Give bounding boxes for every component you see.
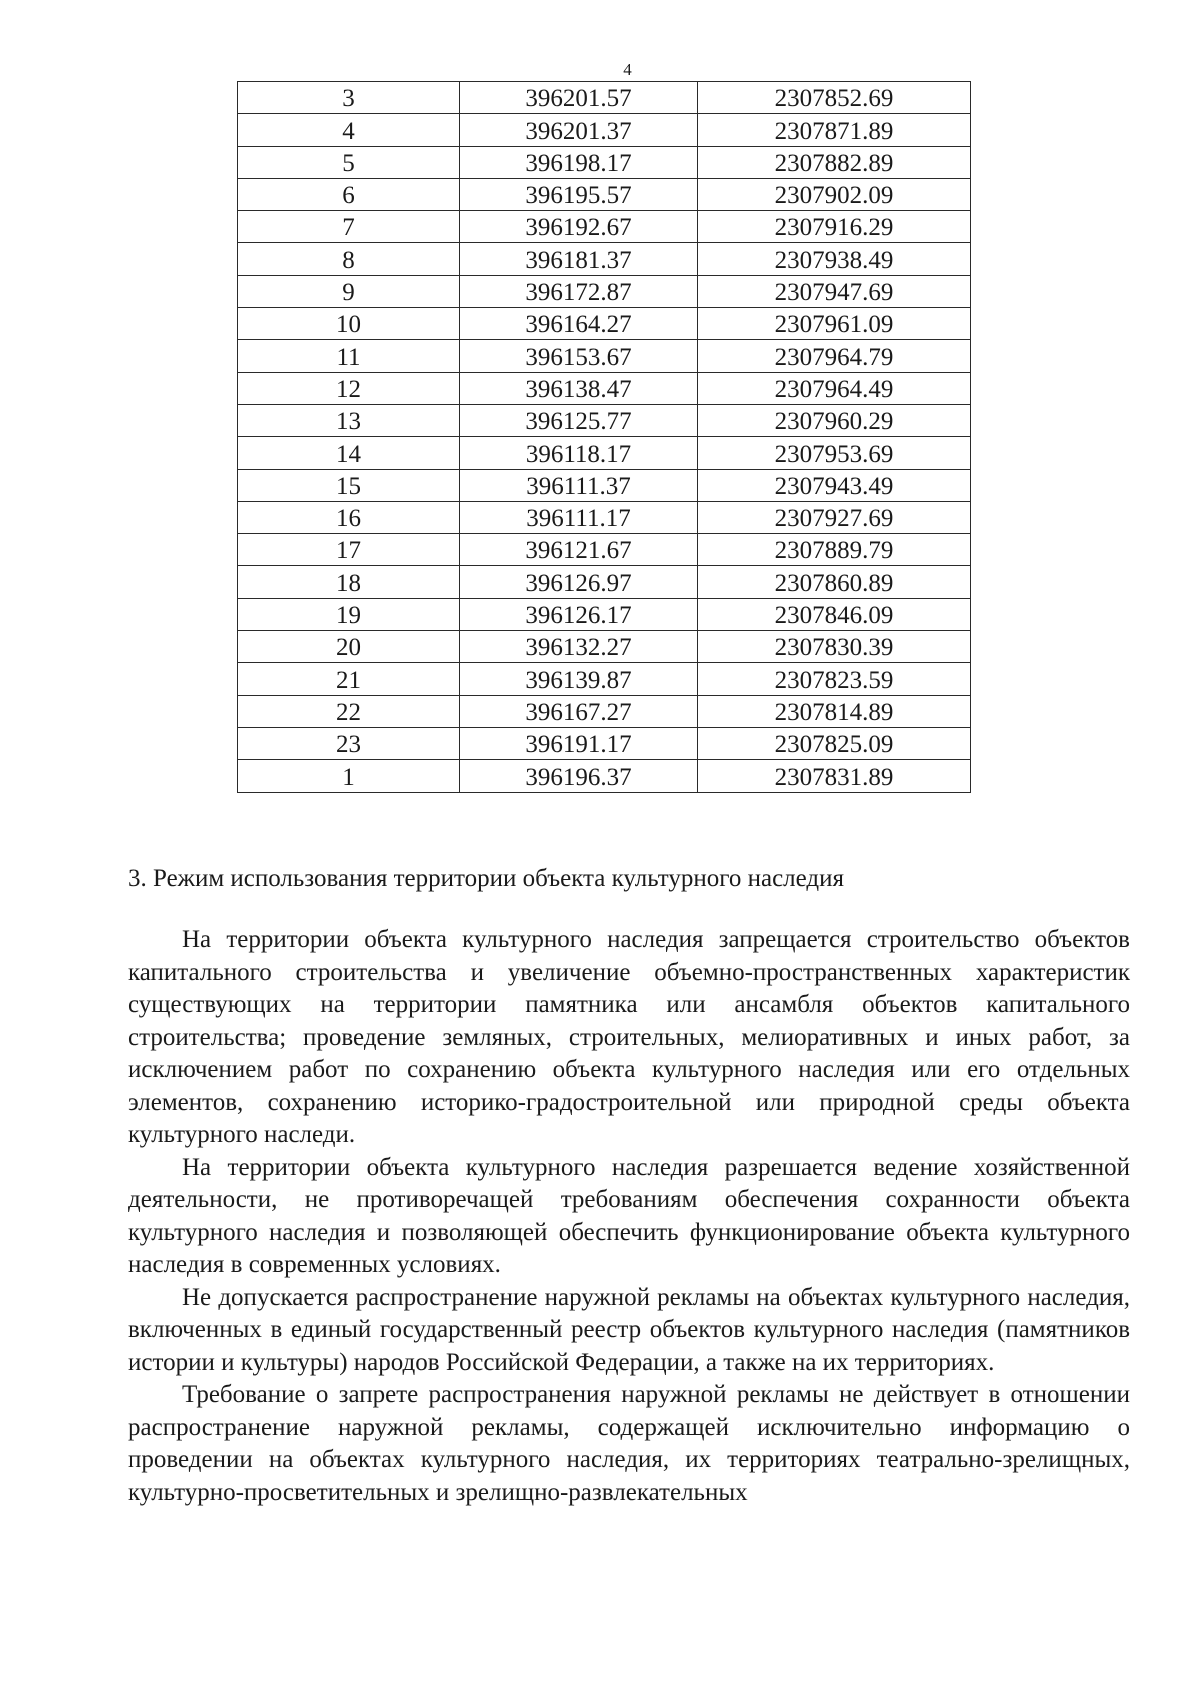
- x-coordinate-cell: 396172.87: [460, 275, 698, 307]
- y-coordinate-cell: 2307814.89: [698, 695, 971, 727]
- x-coordinate-cell: 396192.67: [460, 211, 698, 243]
- x-coordinate-cell: 396126.97: [460, 566, 698, 598]
- y-coordinate-cell: 2307882.89: [698, 146, 971, 178]
- table-row: [238, 82, 971, 114]
- point-number-cell: 11: [238, 340, 460, 372]
- y-coordinate-cell: 2307964.49: [698, 372, 971, 404]
- table-row: [238, 727, 971, 759]
- y-coordinate-cell: 2307964.79: [698, 340, 971, 372]
- x-coordinate-cell: 396201.37: [460, 114, 698, 146]
- y-coordinate-cell: 2307943.49: [698, 469, 971, 501]
- x-coordinate-cell: 396139.87: [460, 663, 698, 695]
- point-number-cell: 10: [238, 308, 460, 340]
- coordinates-table-body: [238, 82, 971, 793]
- section-body: [128, 924, 1130, 1509]
- y-coordinate-cell: 2307831.89: [698, 760, 971, 792]
- table-row: [238, 114, 971, 146]
- point-number-cell: 21: [238, 663, 460, 695]
- table-row: [238, 501, 971, 533]
- y-coordinate-cell: 2307927.69: [698, 501, 971, 533]
- table-row: [238, 146, 971, 178]
- point-number-cell: 22: [238, 695, 460, 727]
- table-row: [238, 372, 971, 404]
- section-heading: 3. Режим использования территории объекта культурного наследия: [128, 865, 845, 892]
- table-row: [238, 308, 971, 340]
- x-coordinate-cell: 396195.57: [460, 178, 698, 210]
- x-coordinate-cell: 396125.77: [460, 404, 698, 436]
- x-coordinate-cell: 396153.67: [460, 340, 698, 372]
- point-number-cell: 4: [238, 114, 460, 146]
- x-coordinate-cell: 396132.27: [460, 631, 698, 663]
- point-number-cell: 9: [238, 275, 460, 307]
- y-coordinate-cell: 2307953.69: [698, 437, 971, 469]
- table-row: [238, 534, 971, 566]
- point-number-cell: 6: [238, 178, 460, 210]
- x-coordinate-cell: 396111.17: [460, 501, 698, 533]
- y-coordinate-cell: 2307852.69: [698, 82, 971, 114]
- y-coordinate-cell: 2307889.79: [698, 534, 971, 566]
- table-row: [238, 695, 971, 727]
- paragraph: Требование о запрете распространения наружной рекламы не действует в отношении распространение наружной рекламы, содержащей исключительно информацию о проведении на объектах культурного наследия, их территориях театрально-зрелищных, культурно-просветительных и зрелищно-развлекательных: [128, 1381, 1130, 1506]
- point-number-cell: 12: [238, 372, 460, 404]
- point-number-cell: 15: [238, 469, 460, 501]
- coordinates-table: [237, 81, 971, 793]
- y-coordinate-cell: 2307960.29: [698, 404, 971, 436]
- table-row: [238, 275, 971, 307]
- point-number-cell: 5: [238, 146, 460, 178]
- point-number-cell: 1: [238, 760, 460, 792]
- x-coordinate-cell: 396167.27: [460, 695, 698, 727]
- x-coordinate-cell: 396201.57: [460, 82, 698, 114]
- y-coordinate-cell: 2307860.89: [698, 566, 971, 598]
- x-coordinate-cell: 396121.67: [460, 534, 698, 566]
- table-row: [238, 340, 971, 372]
- point-number-cell: 7: [238, 211, 460, 243]
- y-coordinate-cell: 2307902.09: [698, 178, 971, 210]
- point-number-cell: 18: [238, 566, 460, 598]
- table-row: [238, 469, 971, 501]
- y-coordinate-cell: 2307825.09: [698, 727, 971, 759]
- point-number-cell: 20: [238, 631, 460, 663]
- point-number-cell: 23: [238, 727, 460, 759]
- x-coordinate-cell: 396126.17: [460, 598, 698, 630]
- page-number: 4: [623, 60, 632, 79]
- paragraph: Не допускается распространение наружной рекламы на объектах культурного наследия, включенных в единый государственный реестр объектов культурного наследия (памятников истории и культуры) народов Российской Федерации, а также на их территориях.: [128, 1283, 1130, 1376]
- table-row: [238, 404, 971, 436]
- point-number-cell: 3: [238, 82, 460, 114]
- point-number-cell: 8: [238, 243, 460, 275]
- x-coordinate-cell: 396138.47: [460, 372, 698, 404]
- table-row: [238, 178, 971, 210]
- table-row: [238, 566, 971, 598]
- paragraph: На территории объекта культурного наследия запрещается строительство объектов капитального строительства и увеличение объемно-пространственных характеристик существующих на территории памятника или ансамбля объектов капитального строительства; проведение земляных, строительных, мелиоративных и иных работ, за исключением работ по сохранению объекта культурного наследия или его отдельных элементов, сохранению историко-градостроительной или природной среды объекта культурного наследи.: [128, 926, 1130, 1148]
- point-number-cell: 17: [238, 534, 460, 566]
- point-number-cell: 19: [238, 598, 460, 630]
- y-coordinate-cell: 2307961.09: [698, 308, 971, 340]
- x-coordinate-cell: 396198.17: [460, 146, 698, 178]
- y-coordinate-cell: 2307947.69: [698, 275, 971, 307]
- table-row: [238, 211, 971, 243]
- point-number-cell: 16: [238, 501, 460, 533]
- point-number-cell: 13: [238, 404, 460, 436]
- y-coordinate-cell: 2307871.89: [698, 114, 971, 146]
- y-coordinate-cell: 2307938.49: [698, 243, 971, 275]
- point-number-cell: 14: [238, 437, 460, 469]
- table-row: [238, 437, 971, 469]
- x-coordinate-cell: 396191.17: [460, 727, 698, 759]
- x-coordinate-cell: 396181.37: [460, 243, 698, 275]
- x-coordinate-cell: 396164.27: [460, 308, 698, 340]
- table-row: [238, 598, 971, 630]
- x-coordinate-cell: 396196.37: [460, 760, 698, 792]
- x-coordinate-cell: 396111.37: [460, 469, 698, 501]
- table-row: [238, 663, 971, 695]
- table-row: [238, 631, 971, 663]
- y-coordinate-cell: 2307830.39: [698, 631, 971, 663]
- x-coordinate-cell: 396118.17: [460, 437, 698, 469]
- paragraph: На территории объекта культурного наследия разрешается ведение хозяйственной деятельности, не противоречащей требованиям обеспечения сохранности объекта культурного наследия и позволяющей обеспечить функционирование объекта культурного наследия в современных условиях.: [128, 1153, 1130, 1278]
- y-coordinate-cell: 2307846.09: [698, 598, 971, 630]
- table-row: [238, 760, 971, 792]
- y-coordinate-cell: 2307823.59: [698, 663, 971, 695]
- table-row: [238, 243, 971, 275]
- y-coordinate-cell: 2307916.29: [698, 211, 971, 243]
